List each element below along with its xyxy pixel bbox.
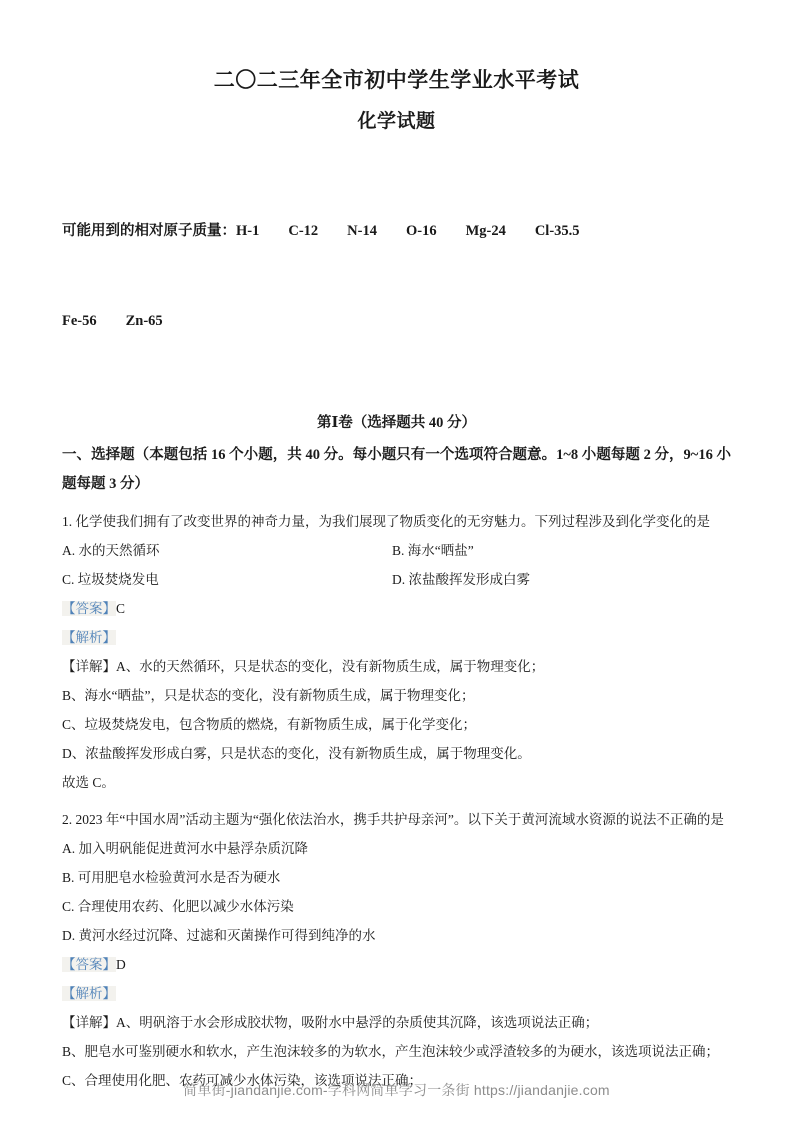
detail-line [62,652,731,681]
detail-text: A、水的天然循环，只是状态的变化，没有新物质生成，属于物理变化； [116,659,545,674]
answer-line [62,594,731,623]
option-row [62,834,731,863]
detail-line [62,1008,731,1037]
detail-tag: 【详解】 [62,1015,116,1031]
option-row [62,921,731,950]
detail-line: D、浓盐酸挥发形成白雾，只是状态的变化，没有新物质生成，属于物理变化。 [62,746,531,762]
option-a[interactable]: A. 水的天然循环 [62,542,160,558]
option-c[interactable]: C. 合理使用农药、化肥以减少水体污染 [62,899,294,915]
option-row [62,565,731,594]
detail-text: A、明矾溶于水会形成胶状物，吸附水中悬浮的杂质使其沉降，该选项说法正确； [116,1015,599,1031]
option-d[interactable]: D. 浓盐酸挥发形成白雾 [392,571,530,587]
answer-line [62,950,731,979]
analysis-tag: 【解析】 [62,629,116,645]
detail-line: B、海水“晒盐”，只是状态的变化，没有新物质生成，属于物理变化； [62,688,475,704]
answer-value: C [116,600,126,616]
analysis-tag: 【解析】 [62,986,116,1002]
atomic-mass-block [62,158,731,396]
answer-tag: 【答案】 [62,957,116,973]
option-b[interactable]: B. 海水“晒盐” [392,542,474,558]
answer-tag: 【答案】 [62,600,116,616]
option-d[interactable]: D. 黄河水经过沉降、过滤和灭菌操作可得到纯净的水 [62,928,376,944]
analysis-line [62,979,731,1008]
detail-line: C、垃圾焚烧发电，包含物质的燃烧，有新物质生成，属于化学变化； [62,717,477,733]
question-stem: 2. 2023 年“中国水周”活动主题为“强化依法治水，携手共护母亲河”。以下关于黄河流域水资源的说法不正确的是 [62,812,724,828]
option-row [62,536,731,565]
analysis-line [62,623,731,652]
footer-watermark: 简单街-jiandanjie.com-学科网简单学习一条街 https://jiandanjie.com [183,1082,610,1098]
detail-line: B、肥皂水可鉴别硬水和软水，产生泡沫较多的为软水，产生泡沫较少或浮渣较多的为硬水，该选项说法正确； [62,1044,720,1060]
question-stem: 1. 化学使我们拥有了改变世界的神奇力量，为我们展现了物质变化的无穷魅力。下列过程涉及到化学变化的是 [62,513,710,529]
option-a[interactable]: A. 加入明矾能促进黄河水中悬浮杂质沉降 [62,841,308,857]
option-row [62,863,731,892]
part-title: 第Ⅰ卷（选择题共 40 分） [316,414,477,431]
page-title: 二〇二三年全市初中学生学业水平考试 [213,68,580,92]
option-c[interactable]: C. 垃圾焚烧发电 [62,571,159,587]
option-row [62,892,731,921]
option-b[interactable]: B. 可用肥皂水检验黄河水是否为硬水 [62,870,281,886]
option-list [62,536,731,594]
answer-value: D [116,957,126,973]
question-block [62,507,731,797]
detail-conclusion: 故选 C。 [62,775,115,791]
atomic-mass-line-1: 可能用到的相对原子质量：H-1 C-12 N-14 O-16 Mg-24 Cl-35.5 [62,223,580,240]
question-block [62,805,731,1095]
section-heading: 一、选择题（本题包括 16 个小题，共 40 分。每小题只有一个选项符合题意。1~8 小题每题 2 分，9~16 小题每题 3 分） [62,446,731,492]
detail-line: C、合理使用化肥、农药可减少水体污染，该选项说法正确； [62,1073,423,1089]
option-list [62,834,731,950]
detail-tag: 【详解】 [62,659,116,674]
page-subtitle: 化学试题 [357,111,436,133]
atomic-mass-line-2: Fe-56 Zn-65 [62,312,163,329]
